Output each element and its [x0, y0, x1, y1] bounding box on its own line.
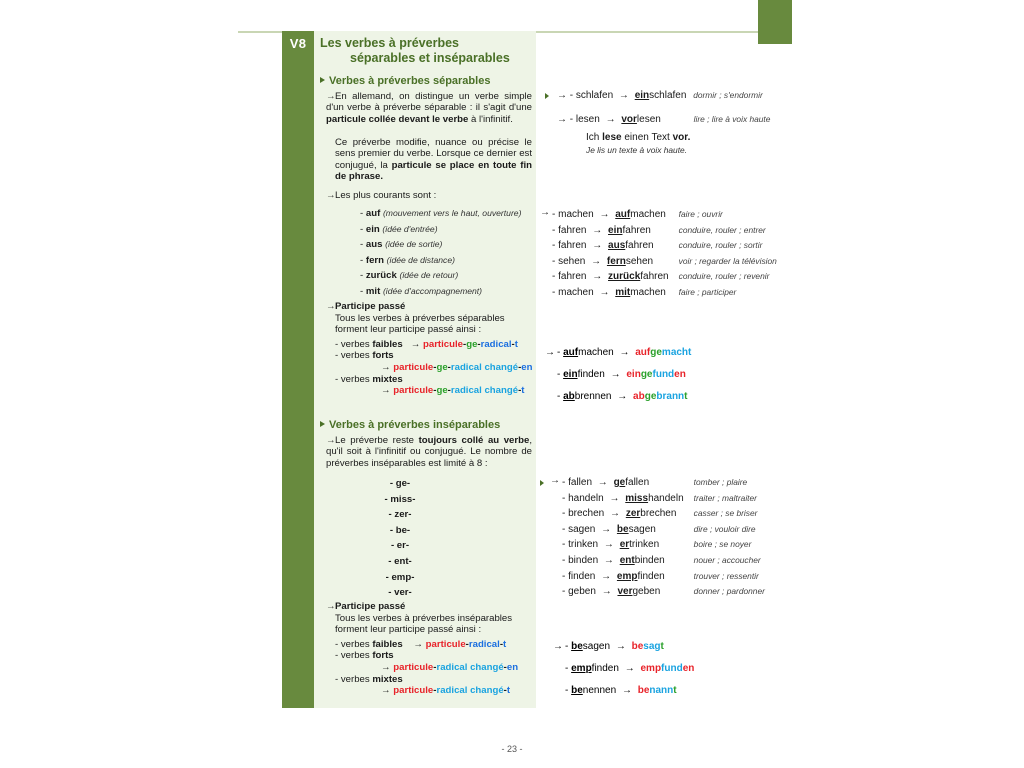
- pp-examples-separable-block: [545, 342, 691, 408]
- page-title: [320, 36, 536, 66]
- list-item: - miss-: [384, 493, 416, 505]
- arrow-marker-icon: →: [326, 601, 336, 612]
- example-verb: - geben → vergeben: [562, 586, 661, 598]
- list-item: - aus (idée de sortie): [360, 239, 443, 251]
- pp1-row-mixtes-formula: → particule-ge-radical changé-t: [381, 385, 525, 397]
- list-item: - ver-: [388, 587, 412, 599]
- example-translation: faire ; ouvrir: [678, 209, 723, 219]
- example-translation: conduire, rouler ; revenir: [678, 271, 770, 282]
- pp1-heading: Participe passé: [335, 301, 406, 312]
- table-row: [562, 506, 765, 522]
- pp2-intro: Tous les verbes à préverbes inséparables forment leur participe passé ainsi :: [335, 612, 513, 636]
- table-row: [562, 569, 765, 585]
- triangle-bullet-icon: [320, 77, 325, 83]
- pp2-row-mixtes-formula: → particule-radical changé-t: [381, 685, 511, 697]
- separable-p1-a: En allemand, on distingue un verbe simple d'un verbe à préverbe séparable : il s'agit d'une: [326, 91, 532, 114]
- triangle-bullet-icon: [320, 421, 325, 427]
- examples-inseparable-block: [540, 475, 765, 600]
- example-translation: dire ; vouloir dire: [693, 523, 756, 534]
- example-verb: - binden → entbinden: [562, 554, 665, 566]
- insep-p1-bold: toujours collé au verbe: [418, 435, 530, 446]
- page-title-line2: séparables et inséparables: [350, 51, 510, 65]
- list-item: - emp-: [385, 571, 415, 583]
- table-row: [562, 491, 765, 507]
- example-translation: traiter ; maltraiter: [693, 492, 757, 503]
- example-translation: conduire, rouler ; sortir: [678, 240, 763, 251]
- examples-separable-block: [540, 207, 777, 301]
- pp-examples-inseparable-block: [553, 636, 694, 702]
- example-verb: - fahren → zurückfahren: [552, 271, 669, 283]
- examples-intro-list: [545, 88, 770, 127]
- examples-intro-block: [545, 88, 770, 127]
- table-row: [562, 537, 765, 553]
- pp2-heading-row: [326, 601, 534, 613]
- examples-inseparable-table: [562, 475, 765, 600]
- pp1-heading-row: [326, 301, 534, 313]
- separable-p1-bold: particule collée devant le verbe: [326, 113, 469, 125]
- common-prefixes-lead-label: Les plus courants sont :: [335, 190, 437, 201]
- list-item: - abbrennen → abgebrannt: [557, 391, 688, 402]
- example-verb: - machen → mitmachen: [552, 286, 666, 298]
- section-heading-separable: [320, 75, 490, 87]
- pp-examples-inseparable-list: [553, 636, 694, 702]
- example-translation: conduire, rouler ; entrer: [678, 224, 766, 235]
- decorative-corner-square: [758, 0, 792, 44]
- list-item: → - schlafen → einschlafen dormir ; s'endormir: [557, 90, 763, 101]
- section-heading-inseparable: [320, 419, 500, 431]
- table-row: [562, 553, 765, 569]
- table-row: [552, 223, 777, 239]
- pp2-row-mixtes-label: - verbes mixtes: [335, 673, 403, 685]
- arrow-marker-icon: →: [553, 641, 563, 652]
- examples-separable-table: [552, 207, 777, 301]
- pp2-row-forts-formula: → particule-radical changé-en: [381, 661, 519, 673]
- triangle-bullet-icon: [545, 93, 549, 99]
- chapter-code: V8: [289, 36, 307, 51]
- example-verb: - fahren → ausfahren: [552, 240, 654, 252]
- list-item: - einfinden → eingefunden: [557, 369, 686, 380]
- example-verb: - brechen → zerbrechen: [562, 508, 677, 520]
- list-item: - be-: [389, 524, 411, 536]
- arrow-marker-icon: →: [326, 190, 336, 201]
- separable-p1-c: à l'infinitif.: [468, 113, 513, 125]
- example-sentence-fr: Je lis un texte à voix haute.: [586, 145, 688, 155]
- example-sentence: [586, 131, 690, 157]
- arrow-marker-icon: →: [326, 301, 336, 312]
- separable-prefix-list: [360, 206, 521, 300]
- example-verb: - fahren → einfahren: [552, 224, 651, 236]
- page-title-line1: Les verbes à préverbes: [320, 36, 459, 50]
- insep-p1-c: , qu'il soit à l'infinitif ou conjugué. Le nombre de préverbes inséparables est limité à 8 :: [326, 435, 532, 469]
- header-rule-right: [536, 31, 758, 33]
- example-translation: boire ; se noyer: [693, 539, 752, 550]
- list-item: - benennen → benannt: [565, 685, 677, 696]
- table-row: [562, 475, 765, 491]
- page-footer: - 23 -: [501, 744, 523, 754]
- example-verb: - sagen → besagen: [562, 523, 656, 535]
- arrow-marker-icon: →: [545, 347, 555, 358]
- table-row: [552, 254, 777, 270]
- separable-p2-bold: particule se place en toute fin de phrase.: [335, 159, 532, 183]
- table-row: [552, 285, 777, 301]
- chapter-sidebar: [282, 31, 314, 708]
- arrow-marker-icon: →: [326, 435, 336, 446]
- list-item: - auf (mouvement vers le haut, ouverture): [360, 208, 522, 219]
- list-item: - zer-: [388, 509, 412, 521]
- table-row: [552, 238, 777, 254]
- example-translation: faire ; participer: [678, 286, 737, 297]
- pp2-heading: Participe passé: [335, 601, 406, 612]
- insep-p1-a: Le préverbe reste: [335, 435, 419, 446]
- arrow-marker-icon: →: [326, 91, 336, 102]
- pp1-intro: Tous les verbes à préverbes séparables forment leur participe passé ainsi :: [335, 312, 505, 336]
- example-translation: tomber ; plaire: [693, 477, 748, 487]
- example-verb: - trinken → ertrinken: [562, 539, 660, 551]
- separable-paragraph-1: [326, 91, 532, 125]
- example-verb: - finden → empfinden: [562, 570, 665, 582]
- list-item: → - lesen → vorlesen lire ; lire à voix haute: [557, 113, 771, 125]
- table-row: [552, 207, 777, 223]
- common-prefixes-lead: [326, 190, 436, 201]
- pp1-row-forts-formula: → particule-ge-radical changé-en: [381, 361, 533, 373]
- list-item: - fern (idée de distance): [360, 254, 455, 266]
- example-translation: donner ; pardonner: [693, 586, 765, 597]
- participe-passe-separable-block: [326, 301, 534, 397]
- example-translation: trouver ; ressentir: [693, 570, 759, 581]
- example-verb: - fallen → gefallen: [562, 477, 650, 488]
- list-item: - aufmachen → aufgemacht: [557, 347, 692, 358]
- list-item: - mit (idée d'accompagnement): [360, 285, 483, 297]
- section-heading-separable-label: Verbes à préverbes séparables: [329, 75, 491, 87]
- example-verb: - sehen → fernsehen: [552, 255, 654, 267]
- pp2-row-forts-label: - verbes forts: [335, 650, 394, 662]
- table-row: [562, 522, 765, 538]
- table-row: [552, 269, 777, 285]
- example-translation: voir ; regarder la télévision: [678, 255, 777, 266]
- pp2-row-faibles: - verbes faibles → particule-radical-t: [335, 638, 507, 650]
- example-translation: casser ; se briser: [693, 508, 758, 519]
- section-heading-inseparable-label: Verbes à préverbes inséparables: [329, 419, 501, 431]
- example-translation: nouer ; accoucher: [693, 554, 761, 565]
- inseparable-prefix-list: [355, 476, 445, 601]
- header-rule-left: [238, 31, 288, 33]
- table-row: [562, 584, 765, 600]
- example-verb: - machen → aufmachen: [552, 209, 666, 220]
- pp1-row-mixtes-label: - verbes mixtes: [335, 373, 403, 385]
- separable-p2-a: Ce préverbe modifie, nuance ou précise le sens premier du verbe. Lorsque ce dernier est conjugué, la: [335, 137, 532, 171]
- participe-passe-inseparable-block: [326, 601, 534, 697]
- pp1-row-faibles: - verbes faibles → particule-ge-radical-t: [335, 338, 518, 350]
- pp1-row-forts-label: - verbes forts: [335, 350, 394, 362]
- list-item: - ent-: [388, 555, 412, 567]
- list-item: - zurück (idée de retour): [360, 270, 459, 282]
- example-verb: - handeln → misshandeln: [562, 492, 684, 504]
- list-item: - er-: [390, 540, 410, 552]
- arrow-marker-icon: →: [540, 207, 550, 218]
- list-item: - empfinden → empfunden: [565, 663, 695, 674]
- list-item: - besagen → besagt: [565, 641, 664, 652]
- triangle-bullet-icon: [540, 480, 544, 486]
- example-sentence-de: Ich lese einen Text vor.: [586, 132, 691, 143]
- list-item: - ein (idée d'entrée): [360, 223, 438, 235]
- separable-paragraph-2: [335, 137, 532, 183]
- arrow-marker-icon: →: [550, 475, 560, 486]
- pp-examples-separable-list: [545, 342, 691, 408]
- list-item: - ge-: [389, 478, 411, 489]
- inseparable-paragraph-1: [326, 435, 532, 469]
